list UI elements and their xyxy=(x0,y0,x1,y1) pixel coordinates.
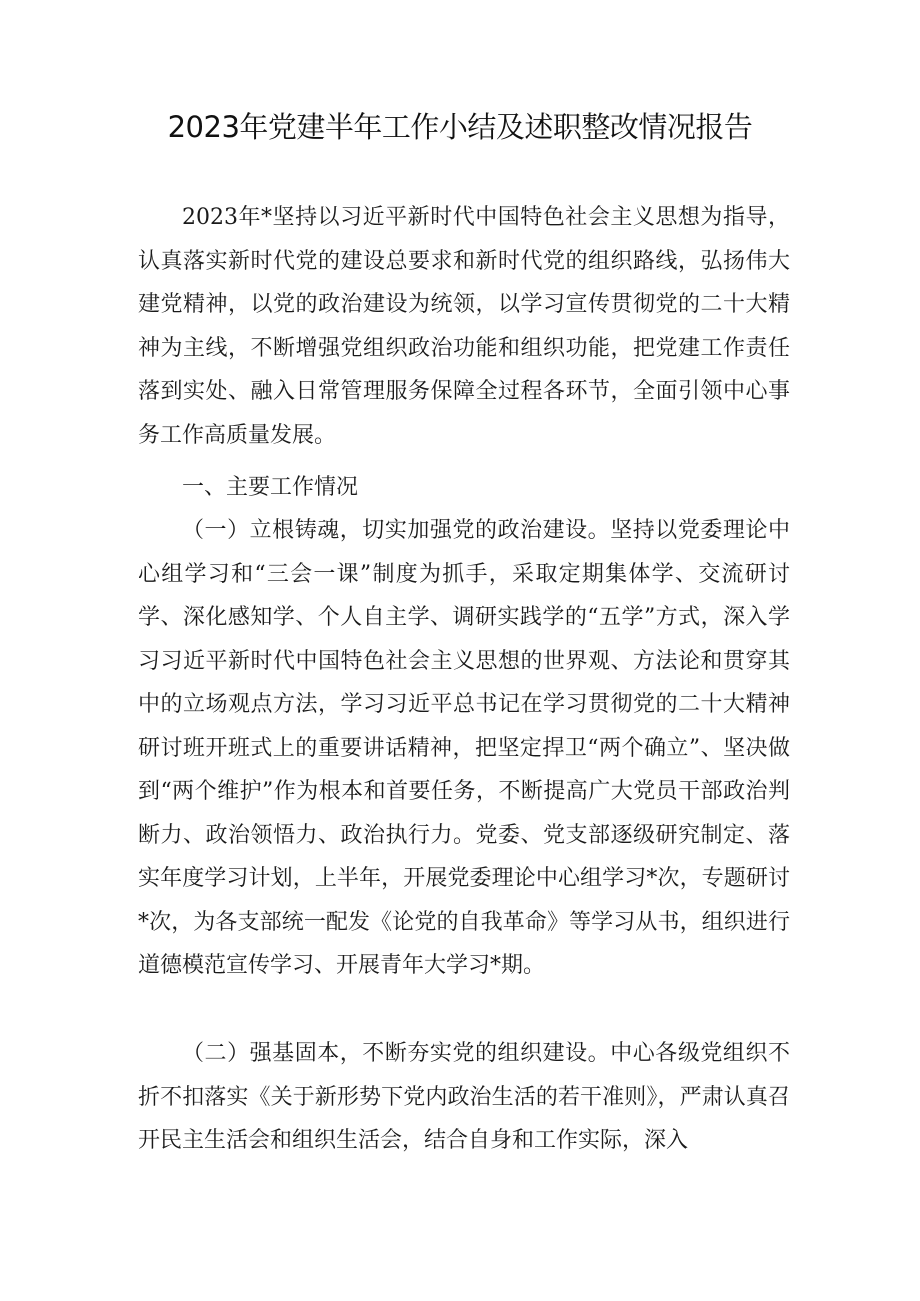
document-title: 2023年党建半年工作小结及述职整改情况报告 xyxy=(167,110,753,144)
section-heading: 一、主要工作情况 xyxy=(182,475,359,500)
intro-paragraph: 2023年*坚持以习近平新时代中国特色社会主义思想为指导，认真落实新时代党的建设总要求和新时代党的组织路线，弘扬伟大建党精神，以党的政治建设为统领，以学习宣传贯彻党的二十大精神为主线，不断增强党组织政治功能和组织功能，把党建工作责任落到实处、融入日常管理服务保障全过程各环节，全面引领中心事务工作高质量发展。 xyxy=(138,205,790,448)
organization-building-paragraph: （二）强基固本，不断夯实党的组织建设。中心各级党组织不折不扣落实《关于新形势下党内政治生活的若干准则》，严肃认真召开民主生活会和组织生活会，结合自身和工作实际，深入 xyxy=(138,1041,790,1153)
political-building-paragraph: （一）立根铸魂，切实加强党的政治建设。坚持以党委理论中心组学习和“三会一课”制度为抓手，采取定期集体学、交流研讨学、深化感知学、个人自主学、调研实践学的“五学”方式，深入学习习近平新时代中国特色社会主义思想的世界观、方法论和贯穿其中的立场观点方法，学习习近平总书记在学习贯彻党的二十大精神研讨班开班式上的重要讲话精神，把坚定捍卫“两个确立”、坚决做到“两个维护”作为根本和首要任务，不断提高广大党员干部政治判断力、政治领悟力、政治执行力。党委、党支部逐级研究制定、落实年度学习计划，上半年，开展党委理论中心组学习*次，专题研讨*次，为各支部统一配发《论党的自我革命》等学习从书，组织进行道德模范宣传学习、开展青年大学习*期。 xyxy=(138,518,790,978)
